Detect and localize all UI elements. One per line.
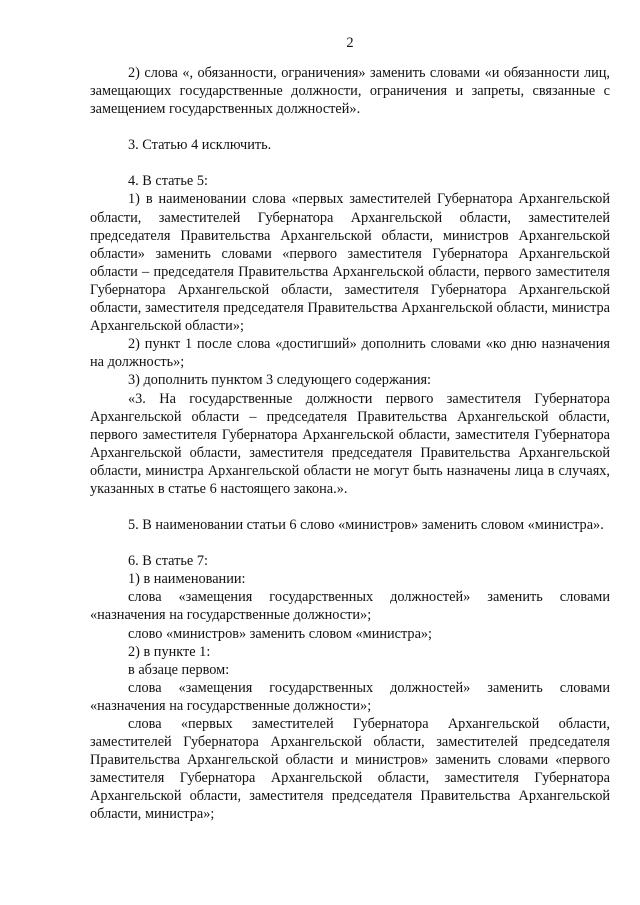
paragraph: 3. Статью 4 исключить. [128,137,272,154]
paragraph: слова «замещения государственных должностей» заменить словами «назначения на государственные должности»; [90,589,610,624]
paragraph: 2) пункт 1 после слова «достигший» дополнить словами «ко дню назначения на должность»; [90,336,610,371]
paragraph: 4. В статье 5: [128,173,208,190]
page-number: 2 [346,35,354,51]
paragraph: 2) в пункте 1: [128,643,211,660]
paragraph: 6. В статье 7: [128,553,208,570]
paragraph: 5. В наименовании статьи 6 слово «министров» заменить словом «министра». [128,517,604,534]
paragraph: 1) в наименовании слова «первых заместителей Губернатора Архангельской области, заместителей Губернатора Архангельской области, заместителей председателя Правительства Архангельской области, министров Архангельской области» заменить словами «первого заместителя Губернатора Архангельской области – председателя Правительства Архангельской области, первого заместителя Губернатора Архангельской области, заместителя Губернатора Архангельской области, заместителя председателя Правительства Архангельской области, министра Архангельской области»; [90,191,610,335]
paragraph: 1) в наименовании: [128,571,246,588]
paragraph: 2) слова «, обязанности, ограничения» заменить словами «и обязанности лиц, замещающих государственные должности, ограничения и запреты, связанные с замещением государственных должностей». [90,65,610,118]
paragraph: слово «министров» заменить словом «министра»; [128,625,433,642]
paragraph: слова «первых заместителей Губернатора Архангельской области, заместителей Губернатора Архангельской области, заместителей председателя Правительства Архангельской области и министров» заменить словами «первого заместителя Губернатора Архангельской области, заместителя Губернатора Архангельской области, заместителя председателя Правительства Архангельской области, министра»; [90,716,610,823]
document-body [90,64,610,824]
paragraph: в абзаце первом: [128,661,230,678]
paragraph: «3. На государственные должности первого заместителя Губернатора Архангельской области – председателя Правительства Архангельской области, первого заместителя Губернатора Архангельской области, заместителя Губернатора Архангельской области, заместителя председателя Правительства Архангельской области, министра Архангельской области не могут быть назначены лица в случаях, указанных в статье 6 настоящего закона.». [90,390,610,497]
document-page [90,34,610,824]
paragraph: 3) дополнить пунктом 3 следующего содержания: [128,372,432,389]
paragraph: слова «замещения государственных должностей» заменить словами «назначения на государственные должности»; [90,679,610,714]
